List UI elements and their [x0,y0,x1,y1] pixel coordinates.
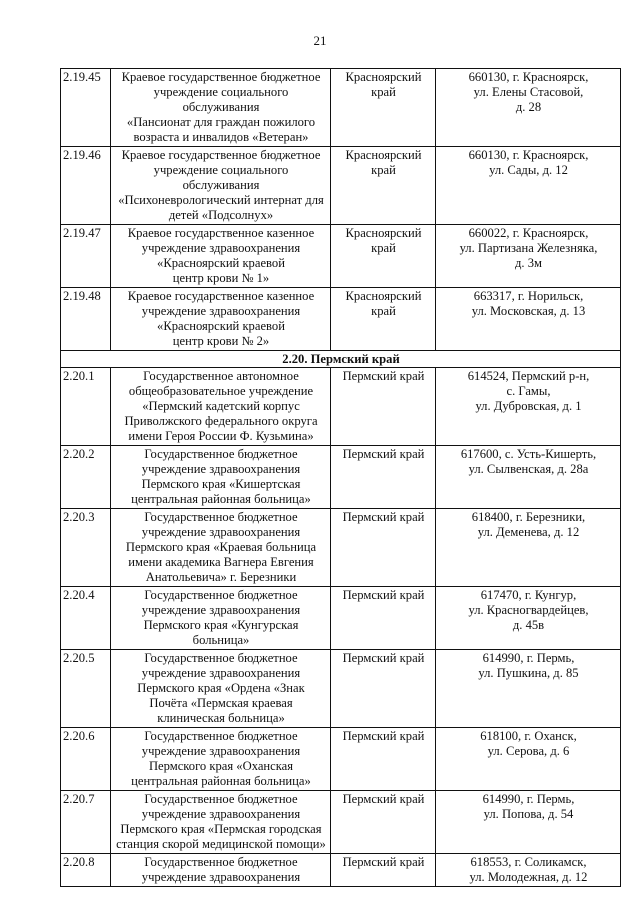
row-number-cell: 2.20.6 [61,728,111,791]
region-cell: Пермский край [331,791,436,854]
row-number-cell: 2.20.3 [61,509,111,587]
region-cell: Красноярский край [331,288,436,351]
row-number-cell: 2.20.1 [61,368,111,446]
address-cell: 617600, с. Усть-Кишерть, ул. Сылвенская, д. 28а [436,446,621,509]
row-number-cell: 2.20.2 [61,446,111,509]
address-cell: 660130, г. Красноярск, ул. Елены Стасовой, д. 28 [436,69,621,147]
table-body [61,69,621,887]
region-cell: Пермский край [331,650,436,728]
row-number-cell: 2.19.46 [61,147,111,225]
address-cell: 617470, г. Кунгур, ул. Красногвардейцев, д. 45в [436,587,621,650]
row-number-cell: 2.19.48 [61,288,111,351]
table-row [61,147,621,225]
institution-name-cell: Краевое государственное казенное учреждение здравоохранения «Красноярский краевой центр крови № 1» [111,225,331,288]
institution-name-cell: Государственное автономное общеобразовательное учреждение «Пермский кадетский корпус Приволжского федерального округа имени Героя России Ф. Кузьмина» [111,368,331,446]
table-row [61,587,621,650]
institution-name-cell: Краевое государственное бюджетное учреждение социального обслуживания «Пансионат для граждан пожилого возраста и инвалидов «Ветеран» [111,69,331,147]
address-cell: 618100, г. Оханск, ул. Серова, д. 6 [436,728,621,791]
institution-name-cell: Краевое государственное бюджетное учреждение социального обслуживания «Психоневрологический интернат для детей «Подсолнух» [111,147,331,225]
table-row [61,854,621,887]
page-number: 21 [313,33,327,48]
address-cell: 663317, г. Норильск, ул. Московская, д. 13 [436,288,621,351]
table-row [61,509,621,587]
institution-name-cell: Государственное бюджетное учреждение здравоохранения Пермского края «Ордена «Знак Почёта «Пермская краевая клиническая больница» [111,650,331,728]
region-cell: Пермский край [331,368,436,446]
institution-name-cell: Государственное бюджетное учреждение здравоохранения Пермского края «Кунгурская больница» [111,587,331,650]
row-number-cell: 2.20.5 [61,650,111,728]
address-cell: 660130, г. Красноярск, ул. Сады, д. 12 [436,147,621,225]
address-cell: 618553, г. Соликамск, ул. Молодежная, д. 12 [436,854,621,887]
section-title: 2.20. Пермский край [61,351,621,368]
row-number-cell: 2.20.4 [61,587,111,650]
institution-name-cell: Государственное бюджетное учреждение здравоохранения [111,854,331,887]
region-cell: Пермский край [331,728,436,791]
region-cell: Пермский край [331,509,436,587]
region-cell: Пермский край [331,587,436,650]
region-cell: Пермский край [331,446,436,509]
table-row [61,728,621,791]
table-row [61,225,621,288]
table-row [61,368,621,446]
institution-name-cell: Государственное бюджетное учреждение здравоохранения Пермского края «Пермская городская станция скорой медицинской помощи» [111,791,331,854]
address-cell: 618400, г. Березники, ул. Деменева, д. 12 [436,509,621,587]
row-number-cell: 2.19.45 [61,69,111,147]
region-cell: Красноярский край [331,69,436,147]
institution-name-cell: Государственное бюджетное учреждение здравоохранения Пермского края «Кишертская центральная районная больница» [111,446,331,509]
address-cell: 614990, г. Пермь, ул. Попова, д. 54 [436,791,621,854]
table-row [61,446,621,509]
region-cell: Красноярский край [331,225,436,288]
section-header-row [61,351,621,368]
row-number-cell: 2.20.7 [61,791,111,854]
table-row [61,791,621,854]
table-row [61,288,621,351]
institution-name-cell: Государственное бюджетное учреждение здравоохранения Пермского края «Оханская центральная районная больница» [111,728,331,791]
address-cell: 614990, г. Пермь, ул. Пушкина, д. 85 [436,650,621,728]
row-number-cell: 2.20.8 [61,854,111,887]
address-cell: 660022, г. Красноярск, ул. Партизана Железняка, д. 3м [436,225,621,288]
institution-name-cell: Краевое государственное казенное учреждение здравоохранения «Красноярский краевой центр крови № 2» [111,288,331,351]
address-cell: 614524, Пермский р-н, с. Гамы, ул. Дубровская, д. 1 [436,368,621,446]
region-cell: Пермский край [331,854,436,887]
institution-name-cell: Государственное бюджетное учреждение здравоохранения Пермского края «Краевая больница имени академика Вагнера Евгения Анатольевича» г. Березники [111,509,331,587]
table-row [61,69,621,147]
row-number-cell: 2.19.47 [61,225,111,288]
institutions-table [60,68,621,887]
table-row [61,650,621,728]
region-cell: Красноярский край [331,147,436,225]
